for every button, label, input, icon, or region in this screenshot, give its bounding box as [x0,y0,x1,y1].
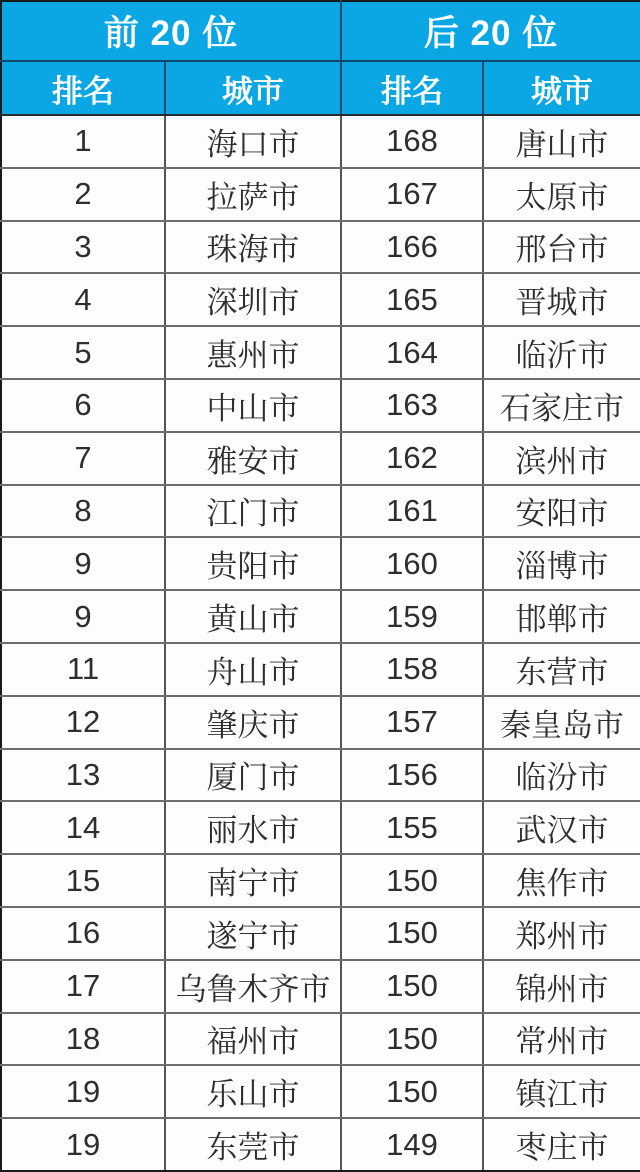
table-row [1,485,640,538]
city-cell: 惠州市 [165,326,341,379]
rank-cell: 150 [341,854,483,907]
rank-cell: 150 [341,1065,483,1118]
table-row [1,749,640,802]
city-cell: 淄博市 [483,537,640,590]
city-cell: 安阳市 [483,485,640,538]
city-cell: 厦门市 [165,749,341,802]
city-cell: 石家庄市 [483,379,640,432]
rank-cell: 12 [1,696,165,749]
column-header-row [1,61,640,115]
city-cell: 江门市 [165,485,341,538]
table-row [1,326,640,379]
rank-cell: 161 [341,485,483,538]
rank-cell: 17 [1,960,165,1013]
city-cell: 肇庆市 [165,696,341,749]
city-cell: 临汾市 [483,749,640,802]
rank-cell: 4 [1,273,165,326]
city-cell: 雅安市 [165,432,341,485]
table-row [1,115,640,168]
table-row [1,696,640,749]
rank-cell: 3 [1,221,165,274]
table-row [1,960,640,1013]
table-row [1,801,640,854]
city-cell: 武汉市 [483,801,640,854]
col-header-city-left: 城市 [165,61,341,115]
city-cell: 福州市 [165,1013,341,1066]
city-cell: 珠海市 [165,221,341,274]
city-cell: 晋城市 [483,273,640,326]
city-cell: 丽水市 [165,801,341,854]
city-cell: 邯郸市 [483,590,640,643]
rank-cell: 165 [341,273,483,326]
group-header-bottom20: 后 20 位 [341,1,640,61]
table-row [1,907,640,960]
city-cell: 遂宁市 [165,907,341,960]
table-body [1,115,640,1171]
rank-cell: 14 [1,801,165,854]
city-cell: 唐山市 [483,115,640,168]
rank-cell: 13 [1,749,165,802]
rank-cell: 15 [1,854,165,907]
group-header-top20: 前 20 位 [1,1,341,61]
rank-cell: 19 [1,1118,165,1171]
rank-cell: 164 [341,326,483,379]
city-cell: 锦州市 [483,960,640,1013]
city-cell: 深圳市 [165,273,341,326]
table-row [1,590,640,643]
city-cell: 郑州市 [483,907,640,960]
table-row [1,854,640,907]
rank-cell: 9 [1,590,165,643]
city-cell: 乐山市 [165,1065,341,1118]
rank-cell: 157 [341,696,483,749]
rank-cell: 158 [341,643,483,696]
rank-cell: 1 [1,115,165,168]
rank-cell: 19 [1,1065,165,1118]
rank-cell: 9 [1,537,165,590]
rank-cell: 162 [341,432,483,485]
table-row [1,221,640,274]
rank-cell: 150 [341,907,483,960]
rank-cell: 11 [1,643,165,696]
city-cell: 镇江市 [483,1065,640,1118]
rank-cell: 149 [341,1118,483,1171]
rank-cell: 150 [341,1013,483,1066]
city-cell: 拉萨市 [165,168,341,221]
table-row [1,168,640,221]
table-row [1,1013,640,1066]
city-cell: 常州市 [483,1013,640,1066]
table-row [1,432,640,485]
city-cell: 枣庄市 [483,1118,640,1171]
rank-cell: 166 [341,221,483,274]
city-cell: 秦皇岛市 [483,696,640,749]
rank-cell: 167 [341,168,483,221]
rank-cell: 163 [341,379,483,432]
table-row [1,379,640,432]
table-row [1,537,640,590]
rank-cell: 160 [341,537,483,590]
rank-cell: 18 [1,1013,165,1066]
table-row [1,643,640,696]
city-cell: 贵阳市 [165,537,341,590]
rank-cell: 2 [1,168,165,221]
city-cell: 舟山市 [165,643,341,696]
rank-cell: 5 [1,326,165,379]
rank-cell: 8 [1,485,165,538]
rank-cell: 168 [341,115,483,168]
rank-cell: 16 [1,907,165,960]
table-row [1,1065,640,1118]
col-header-city-right: 城市 [483,61,640,115]
city-cell: 乌鲁木齐市 [165,960,341,1013]
table-row [1,1118,640,1171]
rank-cell: 159 [341,590,483,643]
rank-cell: 7 [1,432,165,485]
rank-cell: 150 [341,960,483,1013]
col-header-rank-right: 排名 [341,61,483,115]
city-cell: 临沂市 [483,326,640,379]
city-cell: 黄山市 [165,590,341,643]
city-cell: 中山市 [165,379,341,432]
city-cell: 海口市 [165,115,341,168]
table-row [1,273,640,326]
city-cell: 滨州市 [483,432,640,485]
rank-cell: 155 [341,801,483,854]
col-header-rank-left: 排名 [1,61,165,115]
rank-cell: 6 [1,379,165,432]
city-cell: 南宁市 [165,854,341,907]
city-cell: 东营市 [483,643,640,696]
group-header-row [1,1,640,61]
rank-cell: 156 [341,749,483,802]
city-cell: 焦作市 [483,854,640,907]
city-cell: 太原市 [483,168,640,221]
city-cell: 东莞市 [165,1118,341,1171]
city-cell: 邢台市 [483,221,640,274]
